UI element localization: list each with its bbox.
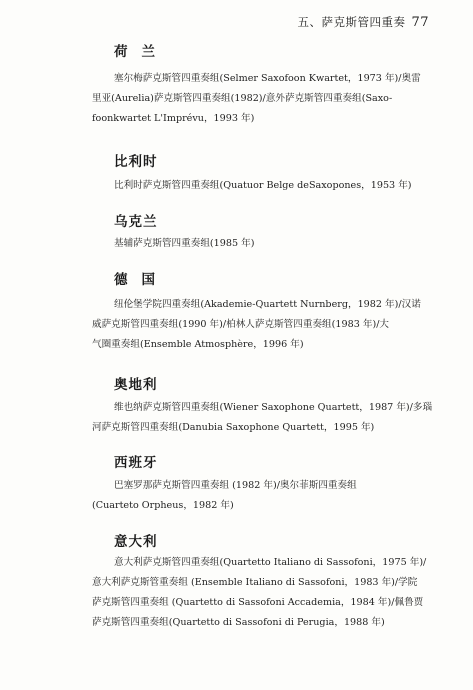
body-line: foonkwartet L'Imprévu，1993 年) xyxy=(92,113,255,124)
section-heading: 乌克兰 xyxy=(114,214,158,230)
body-line: 威萨克斯管四重奏组(1990 年)/柏林人萨克斯管四重奏组(1983 年)/大 xyxy=(92,319,390,330)
body-line: 萨克斯管四重奏组 (Quartetto di Sassofoni Accademia，1984 年)/佩鲁贾 xyxy=(92,597,424,608)
body-line: 塞尔梅萨克斯管四重奏组(Selmer Saxofoon Kwartet，1973 年)/奥雷 xyxy=(114,73,421,84)
body-line: 基辅萨克斯管四重奏组(1985 年) xyxy=(114,238,255,249)
section-heading: 德国 xyxy=(114,272,169,288)
body-line: 意大利萨克斯管重奏组 (Ensemble Italiano di Sassofoni，1983 年)/学院 xyxy=(92,577,418,588)
page-number: 77 xyxy=(411,15,429,30)
body-line: 纽伦堡学院四重奏组(Akademie-Quartett Nurnberg，1982 年)/汉诺 xyxy=(114,299,421,310)
body-line: 里亚(Aurelia)萨克斯管四重奏组(1982)/意外萨克斯管四重奏组(Saxo- xyxy=(92,93,393,104)
section-heading: 意大利 xyxy=(114,534,158,550)
section-heading: 比利时 xyxy=(114,154,158,170)
body-line: 比利时萨克斯管四重奏组(Quatuor Belge deSaxopones，1953 年) xyxy=(114,180,412,191)
body-line: 河萨克斯管四重奏组(Danubia Saxophone Quartett，1995 年) xyxy=(92,422,375,433)
body-line: 气圈重奏组(Ensemble Atmosphère，1996 年) xyxy=(92,339,304,350)
body-line: 巴塞罗那萨克斯管四重奏组 (1982 年)/奥尔菲斯四重奏组 xyxy=(114,480,357,491)
body-line: 萨克斯管四重奏组(Quartetto di Sassofoni di Perugia，1988 年) xyxy=(92,617,385,628)
body-line: 维也纳萨克斯管四重奏组(Wiener Saxophone Quartett，1987 年)/多瑙 xyxy=(114,402,433,413)
section-heading: 奥地利 xyxy=(114,377,158,393)
section-heading: 西班牙 xyxy=(114,455,158,471)
body-line: (Cuarteto Orpheus，1982 年) xyxy=(92,500,234,511)
section-heading: 荷兰 xyxy=(114,44,169,60)
body-line: 意大利萨克斯管四重奏组(Quartetto Italiano di Sassofoni，1975 年)/ xyxy=(114,557,427,568)
running-title: 五、萨克斯管四重奏 xyxy=(297,15,406,29)
running-head xyxy=(297,14,429,30)
